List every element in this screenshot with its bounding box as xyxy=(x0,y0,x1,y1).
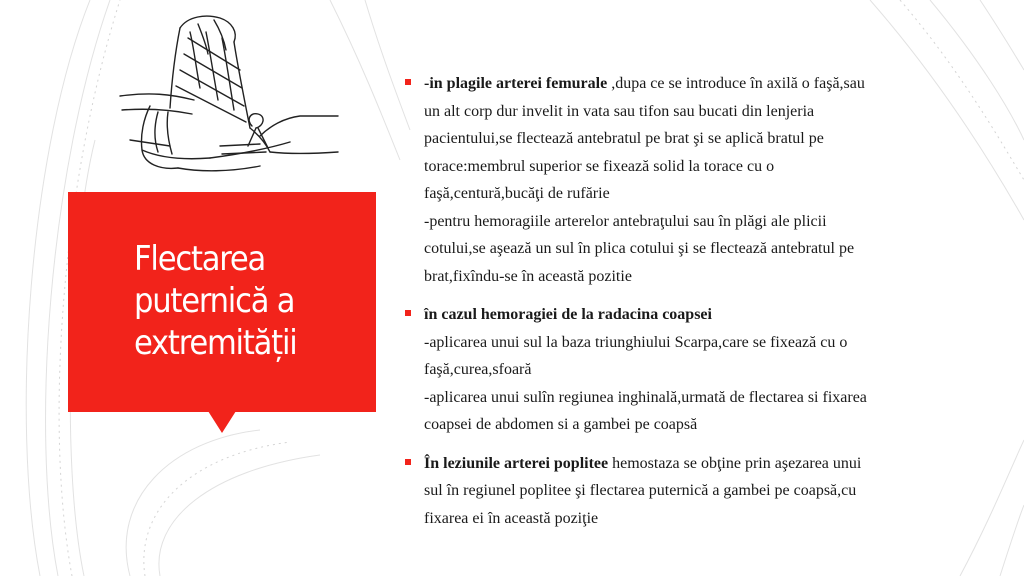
bullet-lead: În leziunile arterei poplitee xyxy=(424,454,609,472)
slide-title xyxy=(134,238,364,364)
square-bullet-icon xyxy=(405,459,411,465)
slide-title-line: Flectarea xyxy=(134,239,266,279)
bullet-line: -pentru hemoragiile arterelor antebraţului sau în plăgi ale plicii xyxy=(424,212,827,230)
bullet-line xyxy=(424,301,973,329)
square-bullet-icon xyxy=(405,310,411,316)
bullet-popliteal-artery xyxy=(403,450,973,533)
bullet-thigh-root xyxy=(403,301,973,439)
bullet-line: fixarea ei în această poziţie xyxy=(424,509,599,527)
bullet-text: hemostaza se obţine prin aşezarea unui xyxy=(608,454,862,472)
bullet-list xyxy=(403,70,973,543)
bullet-line xyxy=(424,70,973,98)
bullet-line: brat,fixîndu-se în această pozitie xyxy=(424,267,632,285)
slide-title-line: extremității xyxy=(134,323,297,363)
bullet-line: coapsei de abdomen si a gambei pe coapsă xyxy=(424,416,698,433)
bullet-femoral-artery xyxy=(403,70,973,290)
bullet-lead: -in plagile arterei femurale xyxy=(424,75,608,92)
arm-flexion-illustration xyxy=(110,8,340,183)
bullet-line: -aplicarea unui sulîn regiunea inghinală,urmată de flectarea si fixarea xyxy=(424,388,867,406)
bullet-line: un alt corp dur invelit in vata sau tifon sau bucati din lenjeria xyxy=(424,102,815,120)
bullet-line: sul în regiunel poplitee şi flectarea puternică a gambei pe coapsă,cu xyxy=(424,482,857,499)
square-bullet-icon xyxy=(405,79,411,85)
bullet-line: pacientului,se flectează antebratul pe brat şi se aplică bratul pe xyxy=(424,130,824,147)
bullet-text: ,dupa ce se introduce în axilă o faşă,sau xyxy=(607,75,865,92)
slide-title-line: puternică a xyxy=(134,281,295,321)
bullet-line: faşă,centură,bucăţi de rufărie xyxy=(424,185,610,202)
bullet-line: torace:membrul superior se fixează solid la torace cu o xyxy=(424,157,775,175)
bullet-line: faşă,curea,sfoară xyxy=(424,361,532,378)
bullet-lead: în cazul hemoragiei de la radacina coapsei xyxy=(424,306,712,323)
bullet-line: cotului,se aşează un sul în plica cotului şi se flectează antebratul pe xyxy=(424,240,855,257)
bullet-line: -aplicarea unui sul la baza triunghiului Scarpa,care se fixează cu o xyxy=(424,333,848,351)
title-panel-pointer xyxy=(208,411,236,433)
bullet-line xyxy=(424,450,973,478)
